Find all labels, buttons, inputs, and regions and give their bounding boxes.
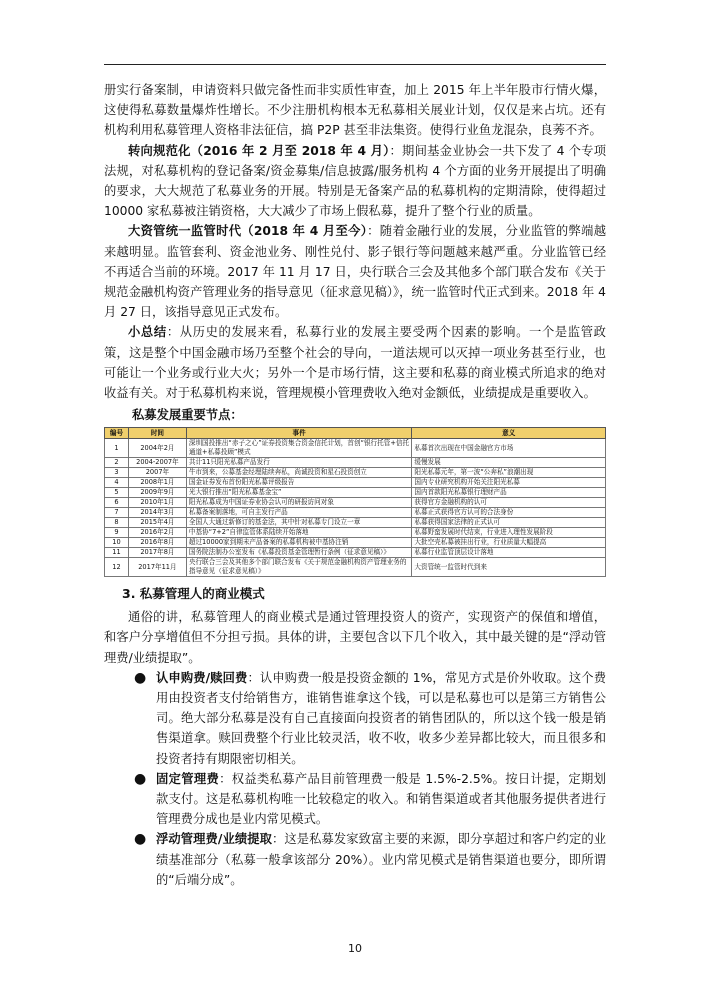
milestones-table: [104, 427, 606, 577]
paragraph-business-model: 通俗的讲，私募管理人的商业模式是通过管理投资人的资产，实现资产的保值和增值，和客户分享增值但不分担亏损。具体的讲，主要包含以下几个收入，其中最关键的是“浮动管理费/业绩提取”。: [104, 610, 606, 665]
cell-event: 超过10000家到期未产品备案的私募机构被中基协注销: [186, 538, 412, 548]
cell-significance: 大批空壳私募被挂出行业，行业质量大幅提高: [412, 538, 606, 548]
cell-time: 2004年2月: [128, 439, 186, 458]
table-row: [105, 548, 606, 558]
header-time: 时间: [128, 428, 186, 439]
cell-event: 国金证券发布首份阳光私募评级报告: [186, 478, 412, 488]
header-number: 编号: [105, 428, 129, 439]
bullet-body: ：认申购费一般是投资金额的 1%，常见方式是价外收取。这个费用由投资者支付给销售方，谁销售谁拿这个钱，可以是私募也可以是第三方销售公司。绝大部分私募是没有自己直接面向投资者的销售团队的，所以这个钱一般是销售渠道拿。赎回费整个行业比较灵活，收不收，收多少差异都比较大，而且很多和投资者持有期限密切相关。: [156, 670, 607, 766]
cell-event: 共计11只阳光私募产品发行: [186, 458, 412, 468]
table-row: [105, 468, 606, 478]
cell-event: 中基协“7+2”自律监管体系陆续开始落地: [186, 528, 412, 538]
cell-event: 光大银行推出“阳光私募基金宝”: [186, 488, 412, 498]
cell-time: 2017年11月: [128, 558, 186, 577]
table-row: [105, 498, 606, 508]
cell-significance: 私募获得国家法律的正式认可: [412, 518, 606, 528]
cell-number: 6: [105, 498, 129, 508]
cell-significance: 国内首款阳光私募银行理财产品: [412, 488, 606, 498]
cell-time: 2014年3月: [128, 508, 186, 518]
unified-regulation-heading: 大资管统一监管时代（2018 年 4 月至今）: [128, 224, 368, 239]
table-row: [105, 478, 606, 488]
cell-significance: 缓慢发展: [412, 458, 606, 468]
cell-time: 2008年1月: [128, 478, 186, 488]
bullet-body: ：这是私募发家致富主要的来源，即分享超过和客户约定的业绩基准部分（私募一般拿该部分 20%）。业内常见模式是销售渠道也要分，即所谓的“后端分成”。: [156, 832, 606, 887]
cell-significance: 国内专业研究机构开始关注阳光私募: [412, 478, 606, 488]
cell-event: 国务院法制办公室发布《私募投资基金管理暂行条例（征求意见稿）》: [186, 548, 412, 558]
milestones-title: 私募发展重要节点：: [132, 408, 243, 423]
bullet-subscription-fee: [104, 668, 606, 769]
bullet-icon: ●: [134, 669, 147, 686]
cell-significance: 私募首次出现在中国金融官方市场: [412, 439, 606, 458]
cell-number: 8: [105, 518, 129, 528]
cell-time: 2009年9月: [128, 488, 186, 498]
table-row: [105, 439, 606, 458]
table-row: [105, 538, 606, 548]
cell-time: 2010年1月: [128, 498, 186, 508]
paragraph-unified-regulation: [104, 221, 606, 322]
standardization-heading: 转向规范化（2016 年 2 月至 2018 年 4 月）: [128, 143, 390, 158]
bullet-management-fee: [104, 769, 606, 830]
cell-number: 11: [105, 548, 129, 558]
table-header-row: [105, 428, 606, 439]
cell-time: 2016年8月: [128, 538, 186, 548]
bullet-icon: ●: [134, 770, 147, 787]
cell-event: 牛市到来，公募基金经理陆续奔私，尚诚投资和星石投资创立: [186, 468, 412, 478]
bullet-heading: 浮动管理费/业绩提取: [156, 832, 272, 847]
cell-time: 2015年4月: [128, 518, 186, 528]
header-event: 事件: [186, 428, 412, 439]
bullet-icon: ●: [134, 831, 147, 848]
cell-number: 5: [105, 488, 129, 498]
cell-time: 2007年: [128, 468, 186, 478]
bullet-performance-fee: [104, 829, 606, 890]
cell-event: 深圳国投推出“赤子之心”证券投资集合资金信托计划，首创“银行托管+信托通道+私募投顾”模式: [186, 439, 412, 458]
cell-significance: 获得官方金融机构的认可: [412, 498, 606, 508]
table-row: [105, 458, 606, 468]
cell-event: 全国人大通过新修订的基金法，其中针对私募专门设立一章: [186, 518, 412, 528]
cell-significance: 私募行业监管顶层设计落地: [412, 548, 606, 558]
cell-time: 2016年2月: [128, 528, 186, 538]
cell-number: 10: [105, 538, 129, 548]
table-row: [105, 558, 606, 577]
paragraph-registration: 册实行备案制，申请资料只做完备性而非实质性审查，加上 2015 年上半年股市行情火爆，这使得私募数量爆炸性增长。不少注册机构根本无私募相关展业计划，仅仅是来占坑。还有机构利用私募管理人资格非法征信，搞 P2P 甚至非法集资。使得行业鱼龙混杂，良莠不齐。: [104, 83, 606, 138]
header-rule: [104, 64, 606, 65]
table-row: [105, 488, 606, 498]
table-row: [105, 518, 606, 528]
cell-number: 7: [105, 508, 129, 518]
cell-event: 央行联合三会及其他多个部门联合发布《关于规范金融机构资产管理业务的指导意见（征求意见稿）》: [186, 558, 412, 577]
bullet-heading: 固定管理费: [156, 771, 220, 786]
cell-time: 2017年8月: [128, 548, 186, 558]
paragraph-standardization: [104, 141, 606, 222]
cell-number: 1: [105, 439, 129, 458]
cell-number: 2: [105, 458, 129, 468]
cell-number: 12: [105, 558, 129, 577]
page-number: 10: [348, 942, 362, 955]
table-row: [105, 508, 606, 518]
header-significance: 意义: [412, 428, 606, 439]
standardization-body: ：期间基金业协会一共下发了 4 个专项法规，对私募机构的登记备案/资金募集/信息披露/服务机构 4 个方面的业务开展提出了明确的要求，大大规范了私募业务的开展。特别是无备案产品的私募机构的定期清除，使得超过 10000 家私募被注销资格，大大减少了市场上假私募，提升了整个行业的质量。: [104, 143, 606, 219]
cell-event: 私募备案制落地，可自主发行产品: [186, 508, 412, 518]
bullet-body: ：权益类私募产品目前管理费一般是 1.5%-2.5%。按日计提，定期划款支付。这是私募机构唯一比较稳定的收入。和销售渠道或者其他服务提供者进行管理费分成也是业内常见模式。: [156, 771, 606, 827]
bullet-heading: 认申购费/赎回费: [156, 670, 248, 685]
table-row: [105, 528, 606, 538]
cell-significance: 私募野蛮发展时代结束，行业进入理性发展阶段: [412, 528, 606, 538]
cell-significance: 私募正式获得官方认可的合法身份: [412, 508, 606, 518]
summary-body: ：从历史的发展来看，私募行业的发展主要受两个因素的影响。一个是监管政策，这是整个中国金融市场乃至整个社会的导向，一道法规可以灭掉一项业务甚至行业，也可能让一个业务或行业大火；另外一个是市场行情，这主要和私募的商业模式所追求的绝对收益有关。对于私募机构来说，管理规模小管理费收入绝对金额低，业绩提成是重要收入。: [104, 325, 606, 401]
cell-number: 9: [105, 528, 129, 538]
unified-regulation-body: ：随着金融行业的发展，分业监管的弊端越来越明显。监管套利、资金池业务、刚性兑付、影子银行等问题越来越严重。分业监管已经不再适合当前的环境。2017 年 11 月 17 日，央行联合三会及其他多个部门联合发布《关于规范金融机构资产管理业务的指导意见（征求意见稿）》，统一监管时代正式到来。2018 年 4 月 27 日，该指导意见正式发布。: [104, 224, 606, 320]
cell-significance: 阳光私募元年，第一波“公奔私”浪潮出现: [412, 468, 606, 478]
summary-heading: 小总结: [128, 325, 167, 340]
cell-significance: 大资管统一监管时代到来: [412, 558, 606, 577]
cell-event: 阳光私募成为中国证券业协会认可的研报访问对象: [186, 498, 412, 508]
paragraph-summary: [104, 322, 606, 403]
page-content: [104, 80, 606, 890]
cell-number: 3: [105, 468, 129, 478]
cell-time: 2004-2007年: [128, 458, 186, 468]
cell-number: 4: [105, 478, 129, 488]
section-3-title: 3. 私募管理人的商业模式: [122, 586, 265, 602]
